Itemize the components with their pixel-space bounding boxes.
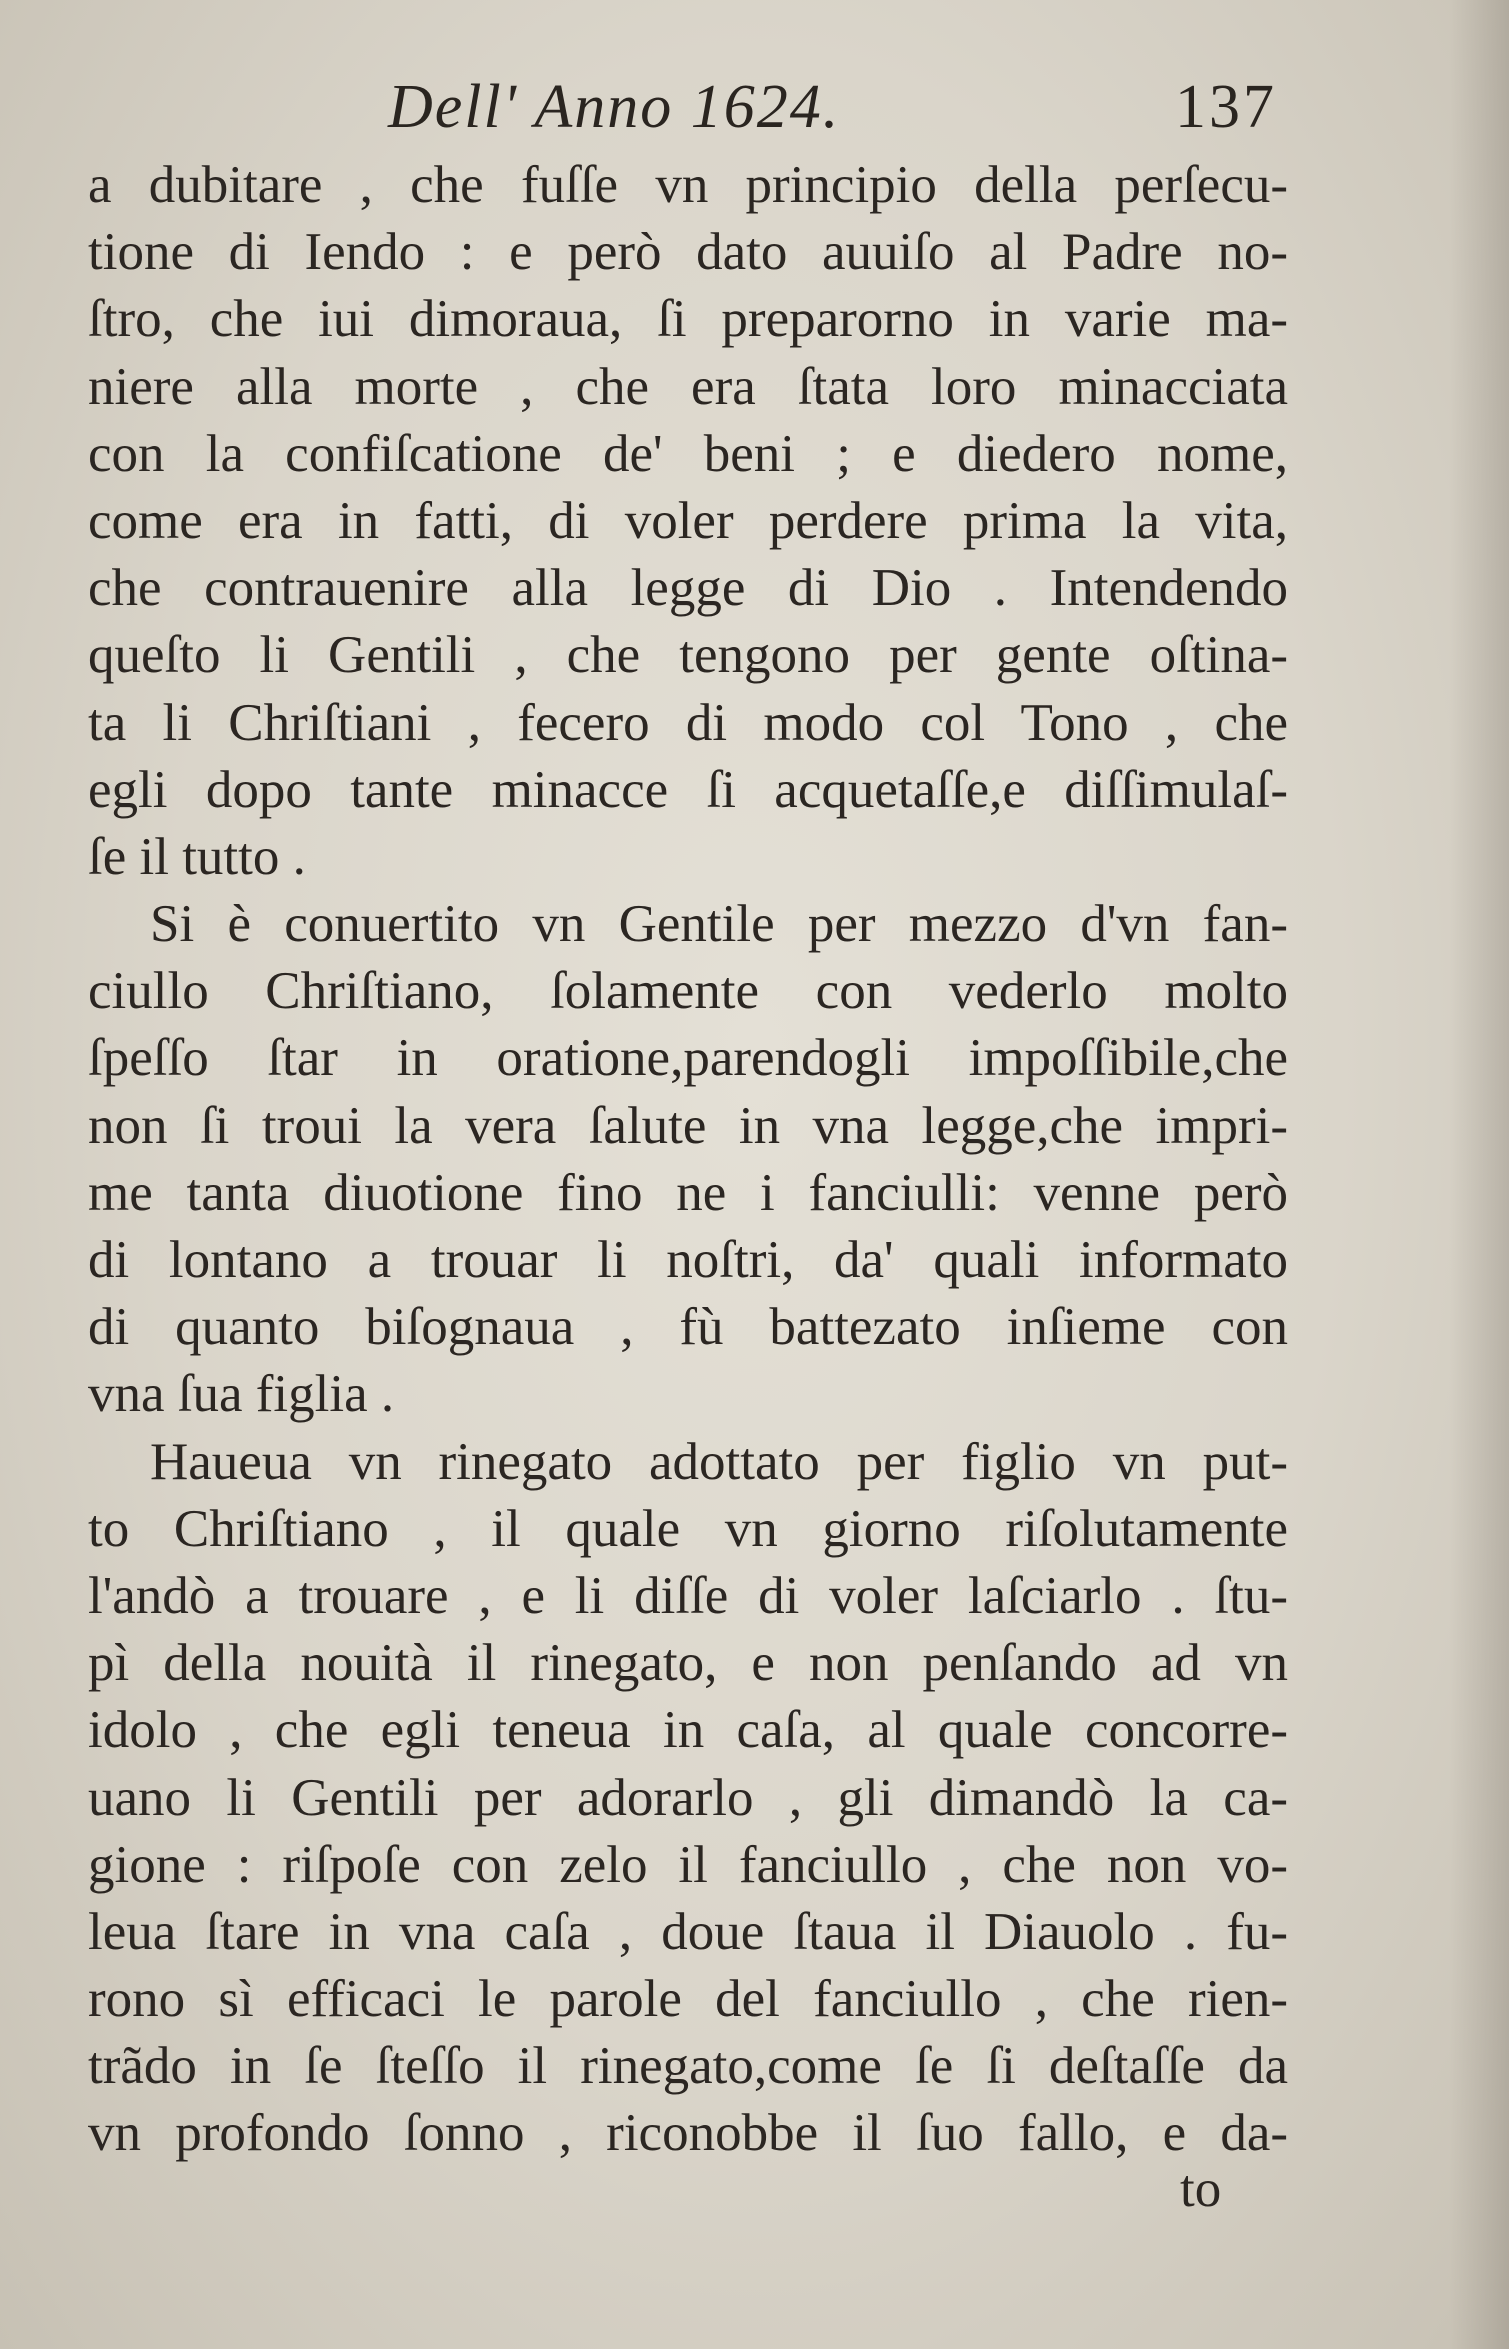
text-line: di lontano a trouar li noſtri, da' quali informato — [88, 1231, 1288, 1289]
paragraph-first-line: Haueua vn rinegato adottato per figlio vn put- — [150, 1432, 1288, 1491]
text-line: di quanto biſognaua , fù battezato inſieme con — [88, 1298, 1288, 1357]
text-line: non ſi troui la vera ſalute in vna legge,che impri- — [88, 1096, 1288, 1155]
text-line: vn profondo ſonno , riconobbe il ſuo fallo, e da- — [88, 2104, 1288, 2163]
running-head-title: Dell' Anno 1624. — [388, 73, 841, 141]
text-line: ſpeſſo ſtar in oratione,parendogli impoſſibile,che — [88, 1029, 1288, 1088]
text-line: come era in fatti, di voler perdere prima la vita, — [88, 491, 1288, 550]
text-line: uano li Gentili per adorarlo , gli dimandò la ca- — [88, 1768, 1288, 1827]
text-line: trãdo in ſe ſteſſo il rinegato,come ſe ſi deſtaſſe da — [88, 2037, 1288, 2096]
paragraph-end-line: ſe il tutto . — [88, 827, 306, 886]
page-edge-shadow — [1449, 0, 1509, 2349]
text-line: rono sì efficaci le parole del fanciullo , che rien- — [88, 1970, 1288, 2029]
text-line: pì della nouità il rinegato, e non penſando ad vn — [88, 1634, 1288, 1693]
text-line: niere alla morte , che era ſtata loro minacciata — [88, 357, 1288, 416]
text-line: con la confiſcatione de' beni ; e diedero nome, — [88, 424, 1288, 483]
text-line: idolo , che egli teneua in caſa, al quale concorre- — [88, 1701, 1288, 1760]
text-line: l'andò a trouare , e li diſſe di voler laſciarlo . ſtu- — [88, 1566, 1288, 1625]
paragraph-end-line: vna ſua figlia . — [88, 1365, 395, 1424]
text-line: to Chriſtiano , il quale vn giorno riſolutamente — [88, 1499, 1288, 1558]
text-line: a dubitare , che fuſſe vn principio della perſecu- — [88, 156, 1288, 214]
running-head — [88, 72, 1277, 152]
text-line: ciullo Chriſtiano, ſolamente con vederlo molto — [88, 962, 1288, 1021]
paragraph-first-line: Si è conuertito vn Gentile per mezzo d'vn fan- — [150, 895, 1288, 954]
catchword: to — [1180, 2160, 1222, 2218]
text-line: gione : riſpoſe con zelo il fanciullo , che non vo- — [88, 1835, 1288, 1894]
text-line: egli dopo tante minacce ſi acquetaſſe,e diſſimulaſ- — [88, 760, 1288, 819]
text-line: leua ſtare in vna caſa , doue ſtaua il Diauolo . fu- — [88, 1902, 1288, 1961]
text-line: me tanta diuotione fino ne i fanciulli: venne però — [88, 1163, 1288, 1222]
page-number: 137 — [1175, 73, 1277, 141]
body-text — [88, 152, 1288, 2168]
text-line: che contrauenire alla legge di Dio . Intendendo — [88, 559, 1288, 618]
text-line: ſtro, che iui dimoraua, ſi preparorno in varie ma- — [88, 290, 1288, 349]
text-line: tione di Iendo : e però dato auuiſo al Padre no- — [88, 223, 1288, 282]
text-line: ta li Chriſtiani , fecero di modo col Tono , che — [88, 693, 1288, 752]
text-line: queſto li Gentili , che tengono per gente oſtina- — [88, 626, 1288, 685]
